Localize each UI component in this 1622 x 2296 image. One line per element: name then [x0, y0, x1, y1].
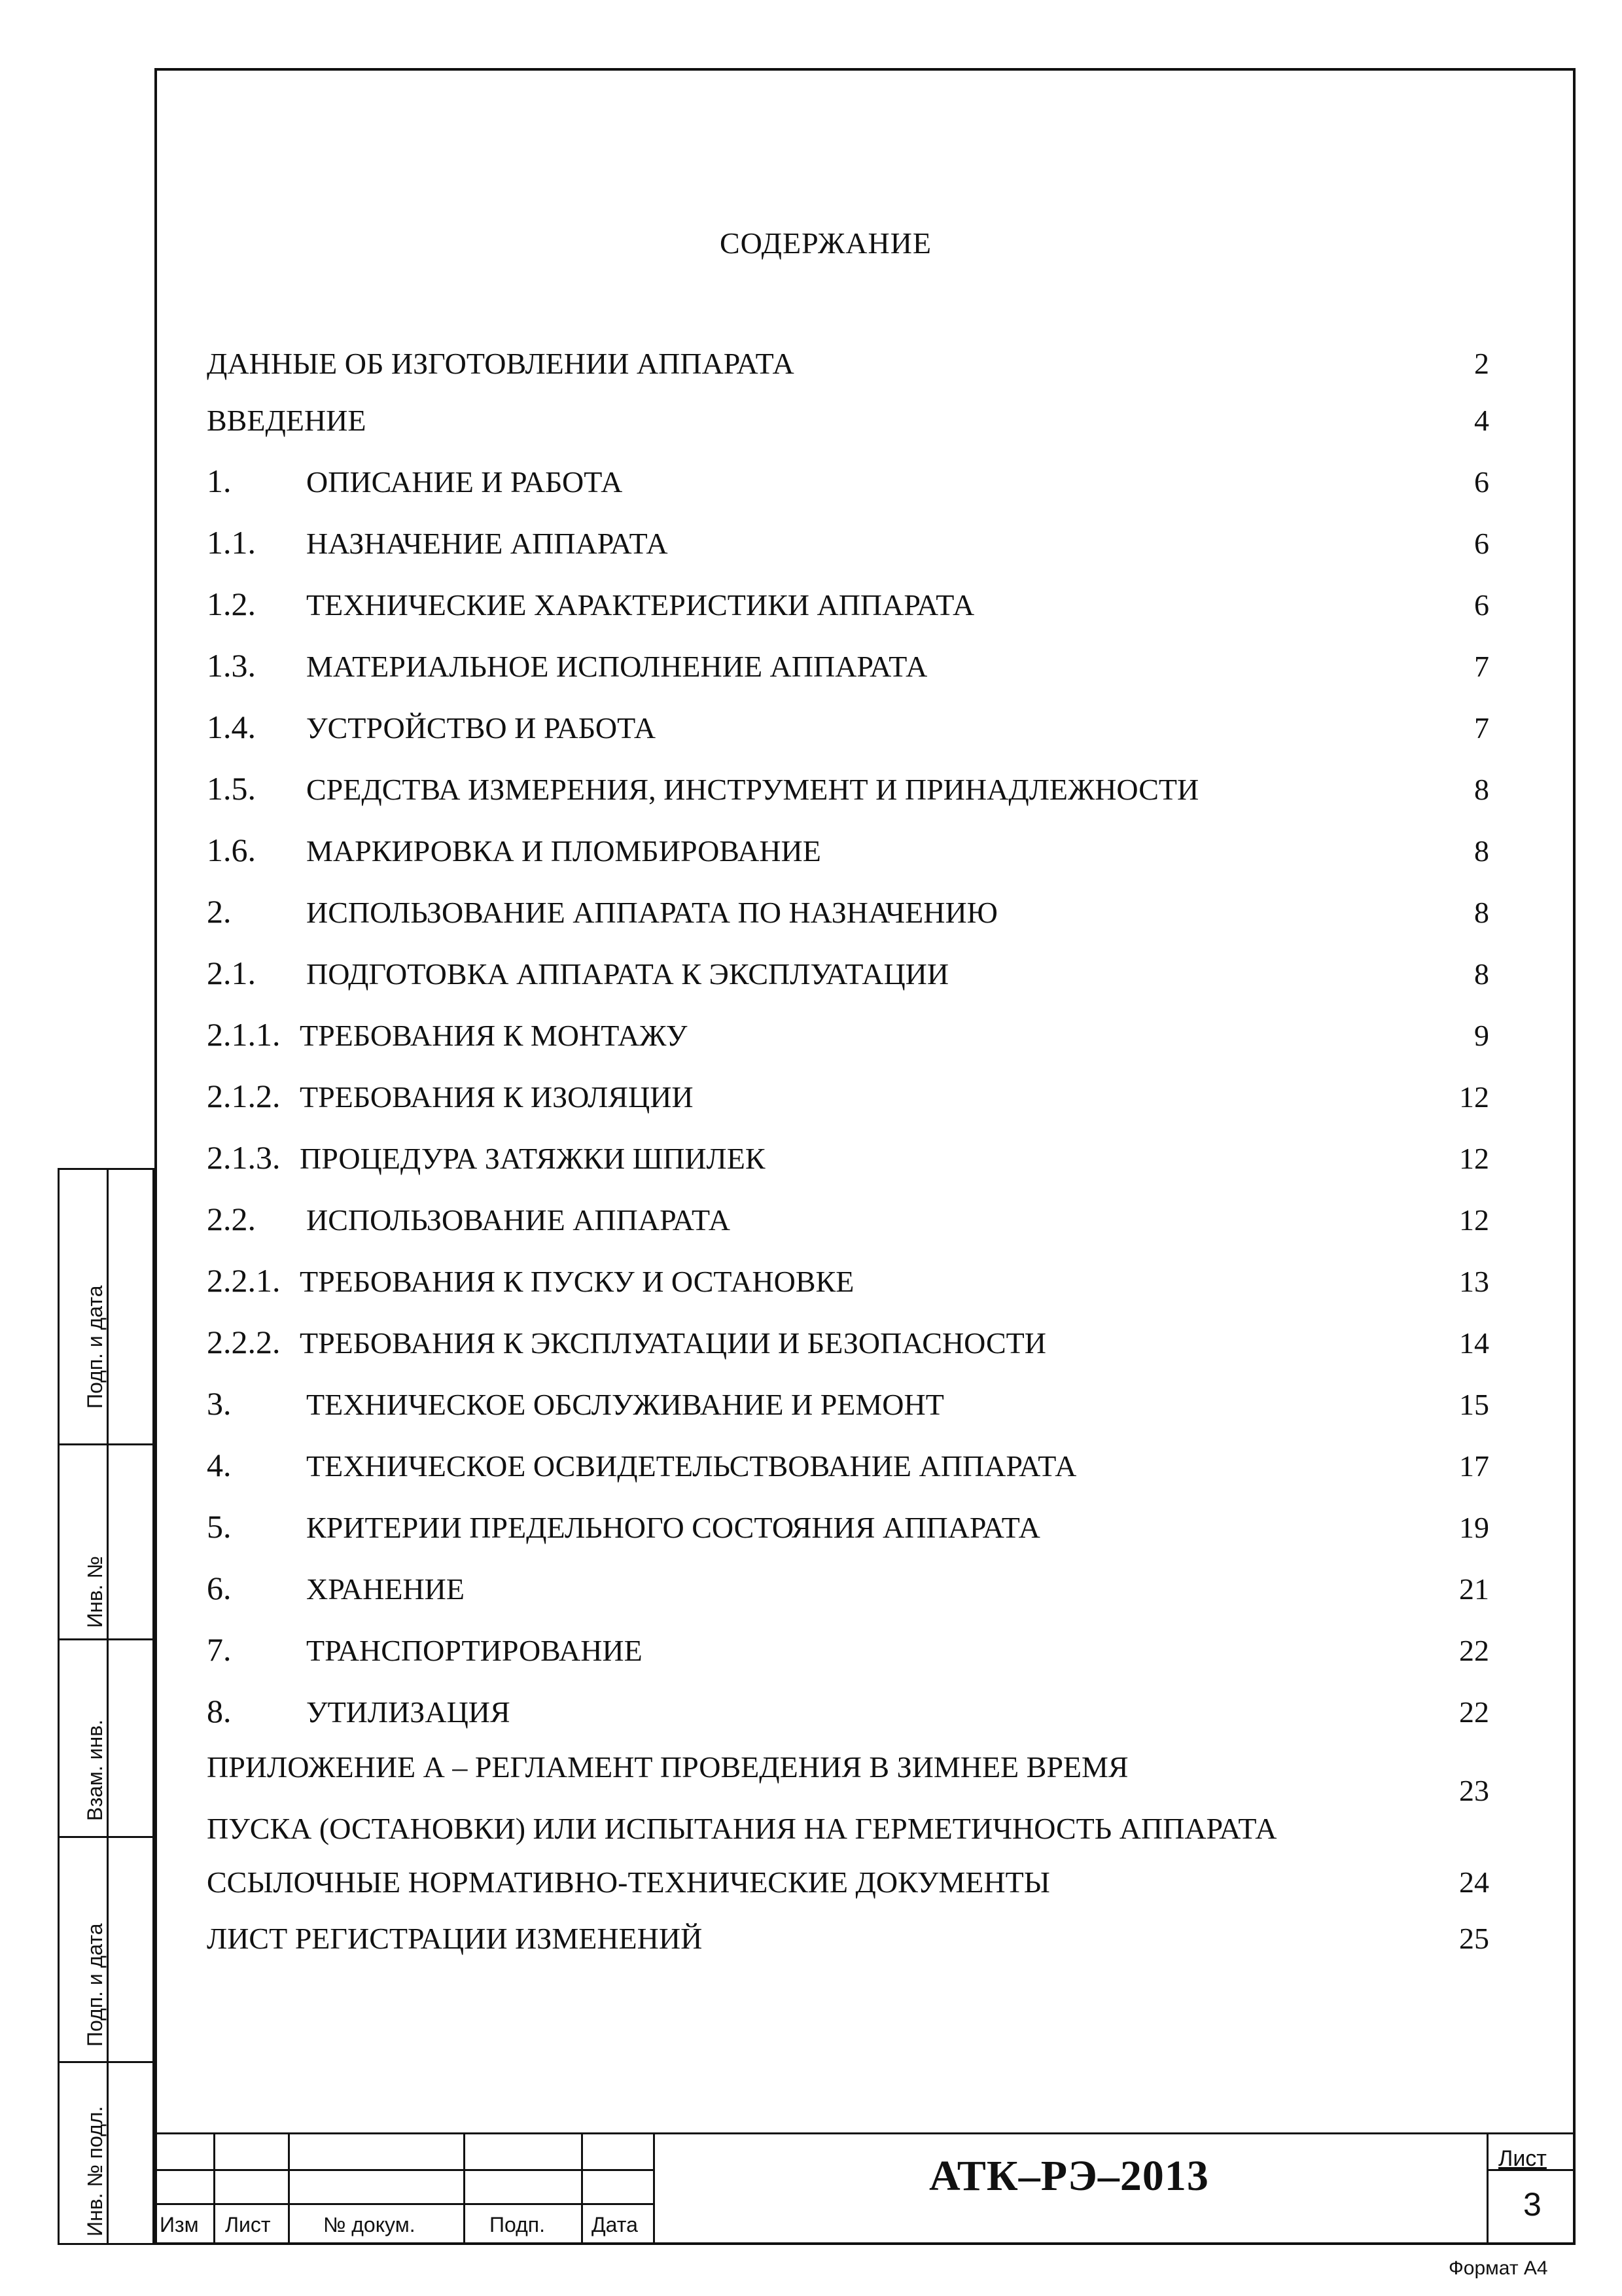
toc-entry-title [300, 1326, 1046, 1360]
toc-entry-title-line: НАЗНАЧЕНИЕ АППАРАТА [306, 527, 668, 560]
toc-entry-number: 6. [207, 1570, 232, 1606]
toc-entry-page: 8 [1474, 957, 1489, 991]
toc-entry-title [306, 1633, 643, 1668]
toc-entry-title [306, 1695, 510, 1729]
sheet-label: Лист [1498, 2146, 1547, 2171]
toc-entry-title [306, 834, 821, 868]
toc-entry-title [300, 1264, 854, 1299]
toc-entry [207, 892, 1489, 945]
toc-entry-title-line: ТРЕБОВАНИЯ К ПУСКУ И ОСТАНОВКЕ [300, 1265, 855, 1298]
toc-entry-title-line: ТРЕБОВАНИЯ К ИЗОЛЯЦИИ [300, 1080, 694, 1114]
toc-entry-title [306, 526, 668, 561]
toc-entry [207, 400, 1489, 453]
toc-entry-title-line: ДАННЫЕ ОБ ИЗГОТОВЛЕНИИ АППАРАТА [207, 347, 794, 380]
toc-entry-title [207, 1865, 1050, 1899]
toc-entry-number: 2.1. [207, 955, 256, 991]
toc-entry-title-line: ЛИСТ РЕГИСТРАЦИИ ИЗМЕНЕНИЙ [207, 1922, 703, 1955]
toc-entry-page: 7 [1474, 650, 1489, 683]
toc-entry-number: 2.2.1. [207, 1262, 281, 1299]
toc-entry-number: 1.5. [207, 770, 256, 807]
toc-entry-title [306, 1387, 944, 1422]
toc-entry-number: 2.2. [207, 1201, 256, 1237]
toc-entry-title [300, 1018, 687, 1053]
toc-entry-page: 21 [1459, 1572, 1489, 1606]
tb-header-doc-no: № докум. [323, 2213, 415, 2236]
toc-entry-title-line: МАТЕРИАЛЬНОЕ ИСПОЛНЕНИЕ АППАРАТА [306, 650, 928, 683]
toc-entry-page: 9 [1474, 1019, 1489, 1052]
toc-entry-number: 1.3. [207, 647, 256, 684]
toc-entry-title-line: ВВЕДЕНИЕ [207, 404, 366, 437]
toc-entry-title-line: ТРЕБОВАНИЯ К ЭКСПЛУАТАЦИИ И БЕЗОПАСНОСТИ [300, 1326, 1046, 1360]
toc-entry-page: 25 [1459, 1922, 1489, 1955]
toc-entry-title-line: ТЕХНИЧЕСКОЕ ОБСЛУЖИВАНИЕ И РЕМОНТ [306, 1388, 944, 1421]
side-label-replaces-inv: Взам. инв. [83, 1719, 107, 1821]
toc-entry-title [300, 1080, 694, 1114]
toc-entry-title-line: ТРЕБОВАНИЯ К МОНТАЖУ [300, 1019, 688, 1052]
toc-entry [207, 1200, 1489, 1252]
side-label-orig-inv-no: Инв. № подл. [83, 2106, 107, 2236]
toc-entry-page: 6 [1474, 527, 1489, 560]
toc-entry-title-line: ПРИЛОЖЕНИЕ А – РЕГЛАМЕНТ ПРОВЕДЕНИЯ В ЗИМНЕЕ ВРЕМЯ [207, 1750, 1129, 1784]
toc-entry [207, 1862, 1489, 1915]
toc-entry-title-line: ПОДГОТОВКА АППАРАТА К ЭКСПЛУАТАЦИИ [306, 957, 949, 991]
toc-entry-title-line: УСТРОЙСТВО И РАБОТА [306, 711, 656, 745]
toc-entry-title [306, 1449, 1076, 1483]
toc-entry-title [306, 465, 622, 499]
toc-entry-title [207, 346, 794, 381]
toc-entry [207, 954, 1489, 1006]
toc-entry-page: 8 [1474, 834, 1489, 868]
toc-entry-page: 7 [1474, 711, 1489, 745]
toc-entry-page: 13 [1459, 1265, 1489, 1298]
document-code: АТК–РЭ–2013 [929, 2152, 1209, 2200]
toc-entry-title-line: ТЕХНИЧЕСКОЕ ОСВИДЕТЕЛЬСТВОВАНИЕ АППАРАТА [306, 1449, 1077, 1483]
toc-entry-number: 2.2.2. [207, 1324, 281, 1360]
toc-entry-title-line: МАРКИРОВКА И ПЛОМБИРОВАНИЕ [306, 834, 821, 868]
toc-entry-title-line: УТИЛИЗАЦИЯ [306, 1695, 510, 1729]
toc-entry-number: 2.1.3. [207, 1139, 281, 1176]
toc-entry-title [300, 1141, 766, 1176]
format-label: Формат А4 [1449, 2257, 1548, 2279]
sheet-number: 3 [1523, 2186, 1542, 2223]
toc-entry-title [207, 1737, 1277, 1860]
toc-entry-number: 1. [207, 463, 232, 499]
toc-entry [207, 462, 1489, 514]
toc-entry [207, 523, 1489, 576]
toc-entry-title [306, 1203, 730, 1237]
toc-entry-page: 22 [1459, 1634, 1489, 1667]
toc-entry-title-line: СРЕДСТВА ИЗМЕРЕНИЯ, ИНСТРУМЕНТ И ПРИНАДЛЕЖНОСТИ [306, 773, 1199, 806]
toc-entry [207, 1139, 1489, 1191]
toc-entry-title [306, 711, 656, 745]
toc-entry [207, 708, 1489, 760]
toc-entry-page: 23 [1459, 1774, 1489, 1807]
toc-entry-page: 19 [1459, 1511, 1489, 1544]
tb-header-date: Дата [591, 2213, 638, 2236]
toc-entry-title [306, 649, 927, 684]
toc-entry-page: 8 [1474, 773, 1489, 806]
toc-entry-title [306, 772, 1199, 807]
toc-entry-number: 2.1.1. [207, 1016, 281, 1053]
tb-header-change: Изм [160, 2213, 199, 2236]
toc-entry-page: 15 [1459, 1388, 1489, 1421]
toc-entry [207, 585, 1489, 637]
toc-entry-page: 17 [1459, 1449, 1489, 1483]
toc-entry-page: 14 [1459, 1326, 1489, 1360]
toc-entry [207, 1016, 1489, 1068]
toc-entry-page: 12 [1459, 1142, 1489, 1175]
toc-entry [207, 1323, 1489, 1375]
toc-entry-title-line: ИСПОЛЬЗОВАНИЕ АППАРАТА ПО НАЗНАЧЕНИЮ [306, 896, 998, 929]
toc-entry [207, 1631, 1489, 1683]
toc-entry-number: 5. [207, 1508, 232, 1545]
toc-entry-number: 3. [207, 1385, 232, 1422]
toc-entry-number: 1.6. [207, 832, 256, 868]
toc-entry-page: 12 [1459, 1203, 1489, 1237]
tb-header-sheet: Лист [225, 2213, 271, 2236]
tb-header-signature: Подп. [489, 2213, 545, 2236]
toc-entry-page: 8 [1474, 896, 1489, 929]
toc-entry-title-line: ПРОЦЕДУРА ЗАТЯЖКИ ШПИЛЕК [300, 1142, 766, 1175]
toc-entry-title-line: ССЫЛОЧНЫЕ НОРМАТИВНО-ТЕХНИЧЕСКИЕ ДОКУМЕНТЫ [207, 1865, 1050, 1899]
toc-entry-number: 8. [207, 1693, 232, 1729]
toc-entry [207, 1262, 1489, 1314]
toc-entry-title [306, 588, 974, 622]
toc-entry-title [306, 1510, 1040, 1545]
toc-entry [207, 646, 1489, 699]
toc-entry-title-line: ТЕХНИЧЕСКИЕ ХАРАКТЕРИСТИКИ АППАРАТА [306, 588, 975, 622]
toc-title: СОДЕРЖАНИЕ [720, 226, 932, 260]
toc-entry-title [207, 403, 366, 438]
toc-entry-title [207, 1921, 702, 1956]
toc-entry-title-line: ИСПОЛЬЗОВАНИЕ АППАРАТА [306, 1203, 730, 1237]
toc-entry-title-line: ОПИСАНИЕ И РАБОТА [306, 465, 623, 499]
toc-entry-page: 6 [1474, 465, 1489, 499]
toc-entry-title-line: ТРАНСПОРТИРОВАНИЕ [306, 1634, 643, 1667]
toc-entry [207, 344, 1489, 396]
toc-entry-title [306, 1572, 465, 1606]
toc-entry [207, 1918, 1489, 1971]
toc-entry-number: 1.4. [207, 709, 256, 745]
toc-entry [207, 1508, 1489, 1560]
toc-entry-title-line-2: ПУСКА (ОСТАНОВКИ) ИЛИ ИСПЫТАНИЯ НА ГЕРМЕТИЧНОСТЬ АППАРАТА [207, 1812, 1277, 1845]
toc-entry-number: 7. [207, 1631, 232, 1668]
toc-entry [207, 1569, 1489, 1621]
toc-entry-page: 22 [1459, 1695, 1489, 1729]
toc-entry-number: 4. [207, 1447, 232, 1483]
toc-entry-title [306, 957, 949, 991]
toc-entry-page: 6 [1474, 588, 1489, 622]
toc-entry-title-line: ХРАНЕНИЕ [306, 1572, 465, 1606]
toc-entry [207, 1077, 1489, 1129]
side-label-sign-date-2: Подп. и дата [83, 1923, 107, 2047]
toc-entry [207, 1750, 1489, 1845]
toc-entry [207, 1446, 1489, 1498]
toc-entry-title-line: КРИТЕРИИ ПРЕДЕЛЬНОГО СОСТОЯНИЯ АППАРАТА [306, 1511, 1040, 1544]
toc-entry [207, 1385, 1489, 1437]
toc-entry-page: 2 [1474, 347, 1489, 380]
side-label-inv-no: Инв. № [83, 1556, 107, 1628]
toc-entry-number: 1.1. [207, 524, 256, 561]
toc-entry-page: 12 [1459, 1080, 1489, 1114]
toc-entry-number: 1.2. [207, 586, 256, 622]
toc-entry-number: 2.1.2. [207, 1078, 281, 1114]
toc-entry-page: 24 [1459, 1865, 1489, 1899]
toc-entry-page: 4 [1474, 404, 1489, 437]
side-stamp-table [58, 1168, 154, 2245]
toc-entry-title [306, 895, 998, 930]
toc-entry [207, 831, 1489, 883]
toc-entry-number: 2. [207, 893, 232, 930]
toc-entry [207, 769, 1489, 822]
side-label-sign-date: Подп. и дата [83, 1285, 107, 1409]
